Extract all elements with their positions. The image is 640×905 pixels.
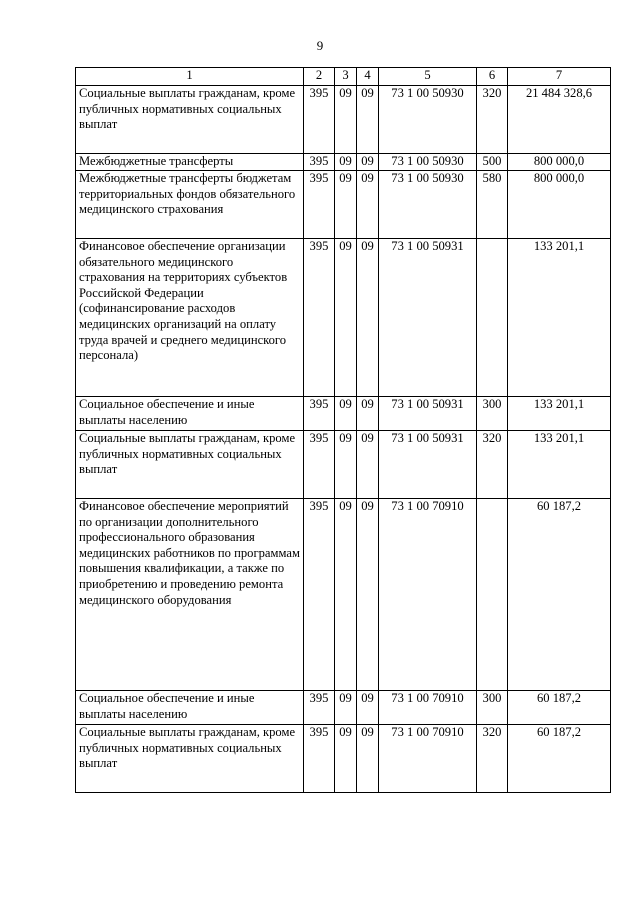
header-col-3: 3 <box>335 68 357 86</box>
row-gr: 395 <box>304 725 335 793</box>
header-col-1: 1 <box>76 68 304 86</box>
row-csr: 73 1 00 50931 <box>379 239 477 397</box>
header-col-2: 2 <box>304 68 335 86</box>
row-name: Межбюджетные трансферты бюджетам территориальных фондов обязательного медицинского страхования <box>76 171 304 239</box>
table-row <box>76 171 611 239</box>
row-csr: 73 1 00 70910 <box>379 499 477 691</box>
table-row <box>76 397 611 431</box>
page-number: 9 <box>316 38 324 53</box>
row-vr: 300 <box>477 691 508 725</box>
row-gr: 395 <box>304 431 335 499</box>
row-csr: 73 1 00 50930 <box>379 171 477 239</box>
header-col-6: 6 <box>477 68 508 86</box>
row-rz: 09 <box>335 725 357 793</box>
row-amount: 133 201,1 <box>508 431 611 499</box>
row-csr: 73 1 00 50930 <box>379 154 477 171</box>
row-csr: 73 1 00 70910 <box>379 691 477 725</box>
row-rz: 09 <box>335 171 357 239</box>
row-amount: 60 187,2 <box>508 691 611 725</box>
table-row <box>76 154 611 171</box>
row-gr: 395 <box>304 499 335 691</box>
row-gr: 395 <box>304 171 335 239</box>
row-name: Социальное обеспечение и иные выплаты населению <box>76 691 304 725</box>
row-name: Социальные выплаты гражданам, кроме публичных нормативных социальных выплат <box>76 725 304 793</box>
table-row <box>76 691 611 725</box>
row-pr: 09 <box>357 86 379 154</box>
row-vr: 300 <box>477 397 508 431</box>
row-gr: 395 <box>304 86 335 154</box>
header-col-5: 5 <box>379 68 477 86</box>
row-rz: 09 <box>335 239 357 397</box>
row-pr: 09 <box>357 431 379 499</box>
row-gr: 395 <box>304 239 335 397</box>
row-amount: 133 201,1 <box>508 239 611 397</box>
table-row <box>76 86 611 154</box>
row-csr: 73 1 00 50931 <box>379 397 477 431</box>
row-name: Социальные выплаты гражданам, кроме публичных нормативных социальных выплат <box>76 431 304 499</box>
row-amount: 133 201,1 <box>508 397 611 431</box>
row-amount: 21 484 328,6 <box>508 86 611 154</box>
row-rz: 09 <box>335 397 357 431</box>
row-pr: 09 <box>357 171 379 239</box>
row-name: Межбюджетные трансферты <box>76 154 304 171</box>
row-pr: 09 <box>357 691 379 725</box>
row-gr: 395 <box>304 397 335 431</box>
row-pr: 09 <box>357 154 379 171</box>
row-vr: 500 <box>477 154 508 171</box>
row-pr: 09 <box>357 725 379 793</box>
row-rz: 09 <box>335 499 357 691</box>
row-csr: 73 1 00 50931 <box>379 431 477 499</box>
row-amount: 800 000,0 <box>508 171 611 239</box>
table-row <box>76 725 611 793</box>
row-amount: 60 187,2 <box>508 499 611 691</box>
header-col-7: 7 <box>508 68 611 86</box>
row-gr: 395 <box>304 691 335 725</box>
row-vr: 320 <box>477 86 508 154</box>
table-row <box>76 499 611 691</box>
table-header-row <box>76 68 611 86</box>
row-pr: 09 <box>357 499 379 691</box>
row-vr <box>477 499 508 691</box>
row-amount: 60 187,2 <box>508 725 611 793</box>
row-pr: 09 <box>357 239 379 397</box>
row-gr: 395 <box>304 154 335 171</box>
row-name: Финансовое обеспечение мероприятий по организации дополнительного профессионального образования медицинских работников по программам повышения квалификации, а также по приобретению и проведению ремонта медицинского оборудования <box>76 499 304 691</box>
row-amount: 800 000,0 <box>508 154 611 171</box>
row-pr: 09 <box>357 397 379 431</box>
row-name: Финансовое обеспечение организации обязательного медицинского страхования на территориях субъектов Российской Федерации (софинансирование расходов медицинских организаций на оплату труда врачей и среднего медицинского персонала) <box>76 239 304 397</box>
row-csr: 73 1 00 50930 <box>379 86 477 154</box>
header-col-4: 4 <box>357 68 379 86</box>
row-vr <box>477 239 508 397</box>
row-rz: 09 <box>335 691 357 725</box>
budget-table <box>75 67 611 793</box>
row-vr: 580 <box>477 171 508 239</box>
row-name: Социальные выплаты гражданам, кроме публичных нормативных социальных выплат <box>76 86 304 154</box>
row-rz: 09 <box>335 86 357 154</box>
row-vr: 320 <box>477 431 508 499</box>
row-name: Социальное обеспечение и иные выплаты населению <box>76 397 304 431</box>
row-rz: 09 <box>335 154 357 171</box>
row-vr: 320 <box>477 725 508 793</box>
row-rz: 09 <box>335 431 357 499</box>
table-row <box>76 431 611 499</box>
row-csr: 73 1 00 70910 <box>379 725 477 793</box>
table-row <box>76 239 611 397</box>
